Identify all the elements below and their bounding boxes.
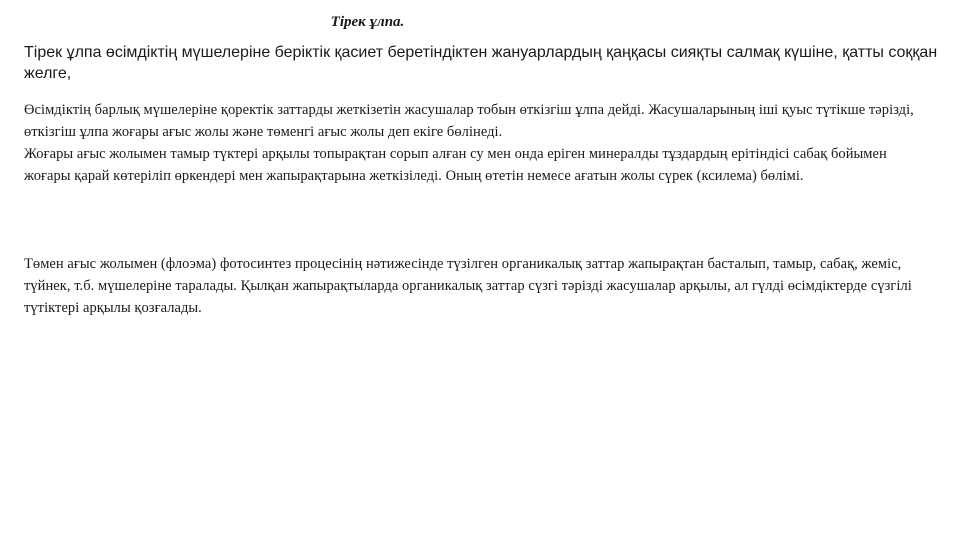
- paragraph-upward-flow: Жоғары ағыс жолымен тамыр түктері арқылы топырақтан сорып алған су мен онда еріген минералды тұздардың ерітіндісі сабақ бойымен жоғары қарай көтеріліп өркендері мен жапырақтарына жеткізіледі. Оның өтетін немесе ағатын жолы сүрек (ксилема) бөлімі.: [24, 146, 887, 184]
- lead-paragraph: Тірек ұлпа өсімдіктің мүшелеріне беріктік қасиет беретіндіктен жануарлардың қаңқасы сияқты салмақ күшіне, қатты соққан желге,: [24, 44, 938, 82]
- phloem-section: [24, 253, 936, 319]
- paragraph-conductive-tissue: Өсімдіктің барлық мүшелеріне қоректік заттарды жеткізетін жасушалар тобын өткізгіш ұлпа дейді. Жасушаларының іші қуыс түтікше тәрізді, өткізгіш ұлпа жоғары ағыс жолы және төменгі ағыс жолы деп екіге бөлінеді.: [24, 102, 914, 140]
- slide-title: Тірек ұлпа.: [330, 14, 405, 30]
- conductive-tissue-section: [24, 99, 936, 187]
- paragraph-downward-flow: Төмен ағыс жолымен (флоэма) фотосинтез процесінің нәтижесінде түзілген органикалық заттар жапырақтан басталып, тамыр, сабақ, жеміс, түйнек, т.б. мүшелеріне таралады. Қылқан жапырақтыларда органикалық заттар сүзгі тәрізді жасушалар арқылы, ал гүлді өсімдіктерде сүзгілі түтіктері арқылы қозғалады.: [24, 256, 912, 316]
